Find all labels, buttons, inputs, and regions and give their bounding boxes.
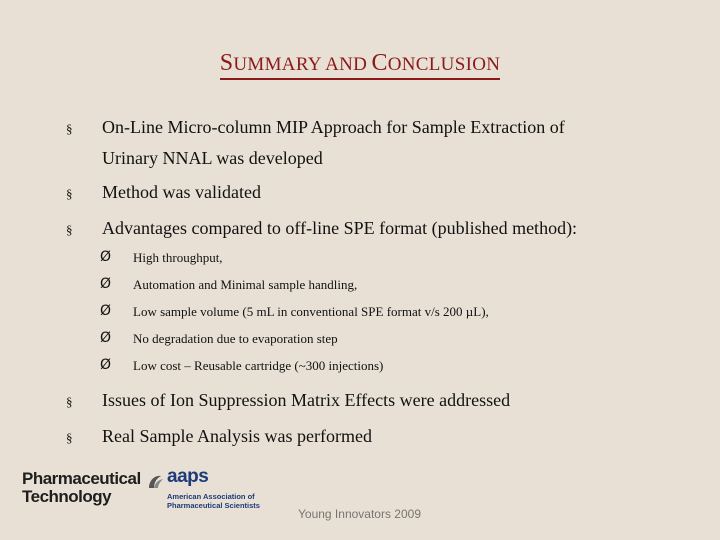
bullet-marker: § xyxy=(66,186,73,201)
bullet-marker: § xyxy=(66,121,73,136)
sub-bullet-text: Automation and Minimal sample handling, xyxy=(133,277,358,292)
bullet-text xyxy=(102,112,662,174)
aaps-logo xyxy=(145,466,275,512)
aaps-subtitle-line2: Pharmaceutical Scientists xyxy=(167,501,260,510)
sub-bullet-text: Low cost – Reusable cartridge (~300 injections) xyxy=(133,358,384,373)
aaps-name: aaps xyxy=(167,466,209,487)
title-second-cap: C xyxy=(371,50,388,76)
pharmaceutical-technology-logo xyxy=(22,470,142,506)
arrow-bullet-icon: Ø xyxy=(100,303,112,319)
arrow-bullet-icon: Ø xyxy=(100,276,112,292)
sub-bullet-text: Low sample volume (5 mL in conventional SPE format v/s 200 µL), xyxy=(133,304,489,319)
arrow-bullet-icon: Ø xyxy=(100,249,112,265)
sub-bullet-text: No degradation due to evaporation step xyxy=(133,331,338,346)
footer-text: Young Innovators 2009 xyxy=(298,507,421,521)
bullet-marker: § xyxy=(66,222,73,237)
logo-line1: Pharmaceutical xyxy=(22,469,141,488)
bullet-marker: § xyxy=(66,430,73,445)
title-first-cap: S xyxy=(219,50,234,76)
title-first-rest: UMMARY AND xyxy=(233,54,368,75)
bullet-text-line1: On-Line Micro-column MIP Approach for Sample Extraction of xyxy=(102,117,565,137)
bullet-text-line2: Urinary NNAL was developed xyxy=(102,148,323,168)
sub-bullet-text: High throughput, xyxy=(133,250,223,265)
title-second-rest: ONCLUSION xyxy=(387,54,501,75)
arrow-bullet-icon: Ø xyxy=(100,357,112,373)
logo-line2: Technology xyxy=(22,487,112,506)
aaps-subtitle-line1: American Association of xyxy=(167,492,255,501)
bullet-text: Advantages compared to off-line SPE format (published method): xyxy=(102,218,578,238)
bullet-text: Real Sample Analysis was performed xyxy=(102,426,372,446)
aaps-mark-icon xyxy=(145,472,165,492)
slide-title xyxy=(0,50,720,80)
bullet-text: Issues of Ion Suppression Matrix Effects were addressed xyxy=(102,390,511,410)
bullet-text: Method was validated xyxy=(102,182,261,202)
bullet-marker: § xyxy=(66,394,73,409)
arrow-bullet-icon: Ø xyxy=(100,330,112,346)
